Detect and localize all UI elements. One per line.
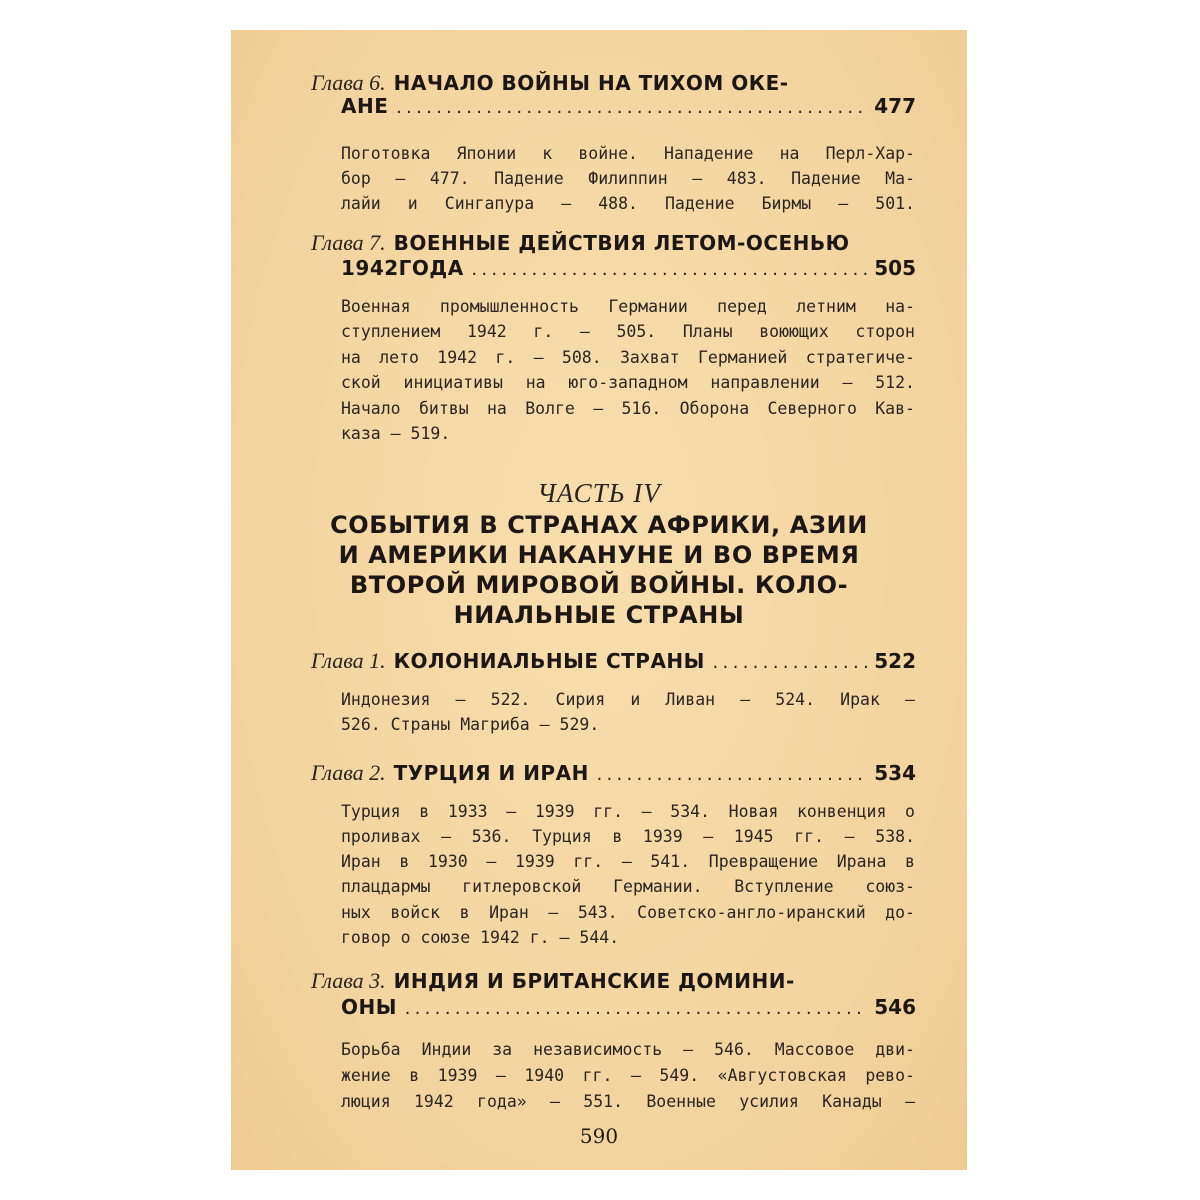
contents-line: Начало битвы на Волге — 516. Оборона Северного Кав-: [341, 399, 915, 418]
chapter-page-number: 534: [874, 761, 916, 785]
chapter-2-title: [311, 760, 916, 790]
contents-line: бор — 477. Падение Филиппин — 483. Падение Ма-: [341, 169, 915, 188]
chapter-page-number: 522: [874, 649, 916, 673]
book-page: [231, 30, 967, 1170]
chapter-label: Глава 7.: [311, 230, 386, 255]
contents-line: Иран в 1930 — 1939 гг. — 541. Превращение Ирана в: [341, 852, 915, 871]
dot-leader: [394, 99, 868, 117]
chapter-1-title: [311, 648, 916, 678]
chapter-label: Глава 2.: [311, 760, 386, 785]
chapter-title: ТУРЦИЯ И ИРАН: [393, 761, 589, 785]
chapter-3-title-line2: [341, 995, 916, 1025]
chapter-7-title-line2: [341, 256, 916, 286]
chapter-title-continued: 1942ГОДА: [341, 256, 464, 280]
contents-line: ступлением 1942 г. — 505. Планы воюющих сторон: [341, 322, 915, 341]
contents-line: люция 1942 года» — 551. Военные усилия Канады —: [341, 1092, 915, 1111]
chapter-6-title-line2: [341, 94, 916, 124]
contents-line: Поготовка Японии к войне. Нападение на Перл-Хар-: [341, 144, 915, 163]
chapter-title: КОЛОНИАЛЬНЫЕ СТРАНЫ: [393, 649, 705, 673]
chapter-label: Глава 3.: [311, 968, 386, 993]
dot-leader: [595, 766, 868, 784]
contents-line: говор о союзе 1942 г. — 544.: [341, 928, 620, 947]
chapter-page-number: 505: [874, 256, 916, 280]
chapter-label: Глава 1.: [311, 648, 386, 673]
chapter-title: ВОЕННЫЕ ДЕЙСТВИЯ ЛЕТОМ-ОСЕНЬЮ: [393, 231, 850, 255]
chapter-page-number: 477: [874, 94, 916, 118]
page-number: 590: [579, 1124, 619, 1148]
contents-line: Индонезия — 522. Сирия и Ливан — 524. Ирак —: [341, 690, 915, 709]
contents-line: Турция в 1933 — 1939 гг. — 534. Новая конвенция о: [341, 802, 915, 821]
chapter-title-continued: ОНЫ: [341, 995, 397, 1019]
contents-line: 526. Страны Магриба — 529.: [341, 715, 600, 734]
part-heading: ЧАСТЬ IV: [537, 478, 661, 508]
contents-line: лайи и Сингапура — 488. Падение Бирмы — 501.: [341, 194, 915, 213]
contents-line: проливах — 536. Турция в 1939 — 1945 гг. — 538.: [341, 827, 915, 846]
chapter-title: НАЧАЛО ВОЙНЫ НА ТИХОМ ОКЕ-: [393, 71, 789, 95]
contents-line: ных войск в Иран — 543. Советско-англо-иранский до-: [341, 903, 915, 922]
contents-line: плацдармы гитлеровской Германии. Вступление союз-: [341, 877, 915, 896]
chapter-page-number: 546: [874, 995, 916, 1019]
contents-line: каза — 519.: [341, 424, 451, 443]
dot-leader: [403, 1000, 868, 1018]
chapter-3-title-line1: [311, 968, 931, 998]
part-title-line: НИАЛЬНЫЕ СТРАНЫ: [453, 601, 745, 629]
contents-line: Борьба Индии за независимость — 546. Массовое дви-: [341, 1040, 915, 1059]
chapter-title-continued: АНЕ: [341, 94, 389, 118]
chapter-label: Глава 6.: [311, 70, 386, 95]
contents-line: Военная промышленность Германии перед летним на-: [341, 297, 915, 316]
part-title-line: СОБЫТИЯ В СТРАНАХ АФРИКИ, АЗИИ: [330, 511, 868, 539]
dot-leader: [711, 654, 868, 672]
part-title-line: ВТОРОЙ МИРОВОЙ ВОЙНЫ. КОЛО-: [349, 571, 849, 599]
contents-line: жение в 1939 — 1940 гг. — 549. «Августовская рево-: [341, 1066, 915, 1085]
contents-line: ской инициативы на юго-западном направлении — 512.: [341, 373, 915, 392]
contents-line: на лето 1942 г. — 508. Захват Германией стратегиче-: [341, 348, 915, 367]
part-title-line: И АМЕРИКИ НАКАНУНЕ И ВО ВРЕМЯ: [338, 541, 860, 569]
dot-leader: [470, 261, 869, 279]
chapter-title: ИНДИЯ И БРИТАНСКИЕ ДОМИНИ-: [393, 969, 795, 993]
